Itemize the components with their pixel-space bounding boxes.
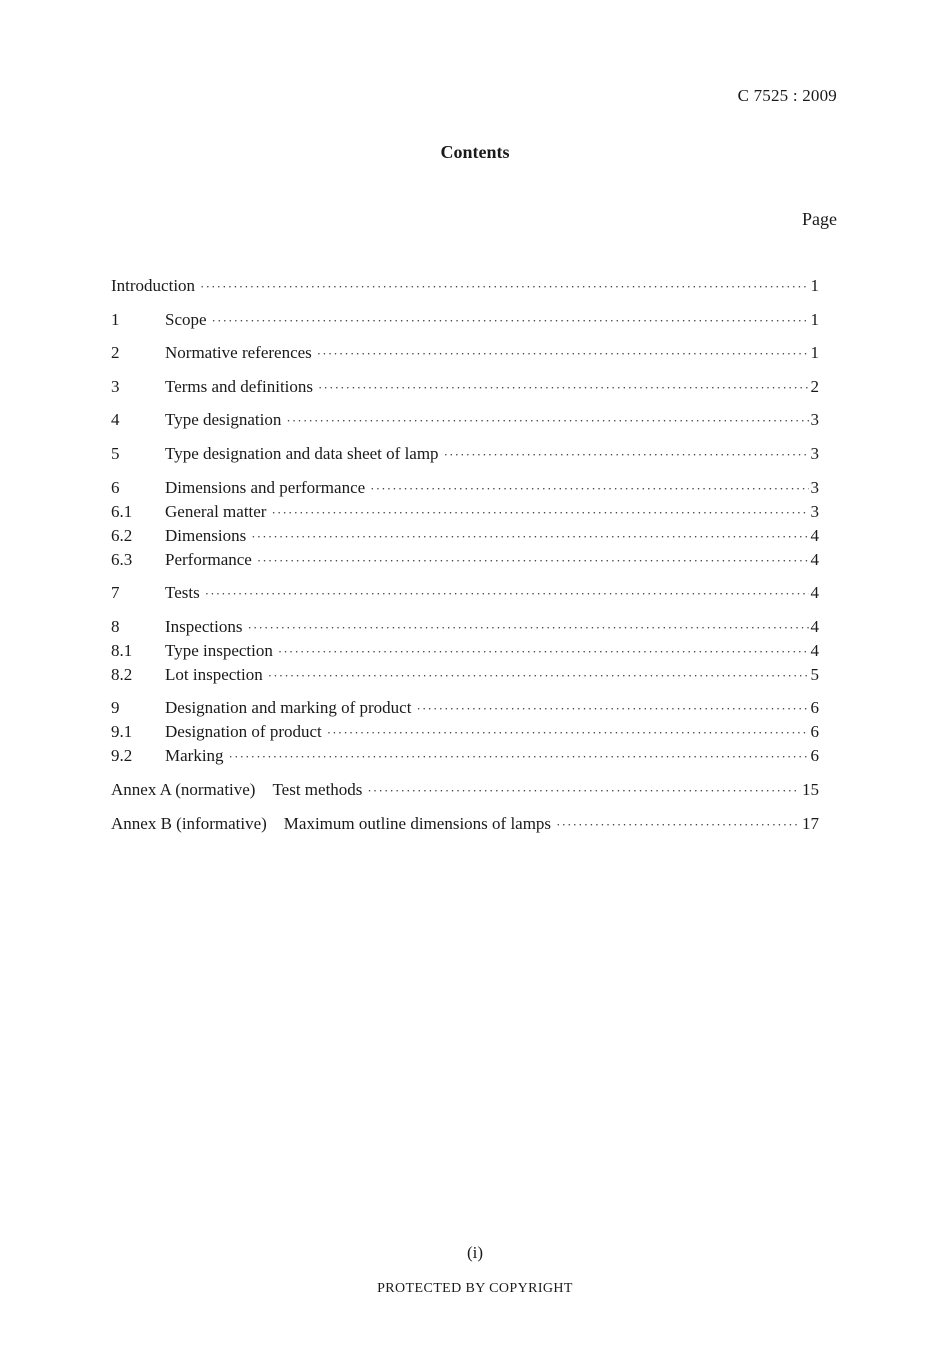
toc-entry-page: 5 [810, 664, 819, 684]
toc-entry-number: 9.1 [111, 722, 133, 742]
toc-entry-page: 4 [810, 549, 819, 569]
toc-entry-number: 6.1 [111, 501, 133, 521]
dot-leader [317, 342, 809, 366]
toc-entry-label: Inspections [165, 616, 243, 636]
dot-leader [205, 582, 809, 606]
toc-entry-designation-of-product[interactable] [111, 720, 819, 744]
dot-leader [212, 309, 809, 333]
dot-leader [257, 549, 809, 573]
dot-leader [327, 721, 809, 745]
toc-entry-data-sheet[interactable] [111, 442, 819, 466]
dot-leader [416, 697, 808, 721]
toc-entry-page: 4 [810, 525, 819, 545]
toc-entry-general-matter[interactable] [111, 500, 819, 524]
toc-entry-label: Scope [165, 309, 207, 329]
dot-leader [229, 745, 809, 769]
toc-entry-dimensions[interactable] [111, 524, 819, 548]
toc-entry-label: Type inspection [165, 640, 273, 660]
toc-entry-annex-a[interactable] [111, 778, 819, 802]
toc-entry-label: Normative references [165, 343, 312, 363]
toc-entry-label: Dimensions [165, 525, 247, 545]
dot-leader [271, 501, 808, 525]
toc-entry-page: 3 [810, 501, 819, 521]
toc-entry-number: 6.2 [111, 525, 133, 545]
toc-entry-number: 6 [111, 477, 120, 497]
toc-entry-annex-b[interactable] [111, 812, 819, 836]
toc-entry-performance[interactable] [111, 548, 819, 572]
page-folio: (i) [466, 1243, 484, 1262]
toc-entry-type-inspection[interactable] [111, 639, 819, 663]
toc-entry-page: 3 [810, 477, 819, 497]
dot-leader [200, 275, 808, 299]
dot-leader [286, 409, 808, 433]
toc-entry-number: 8.2 [111, 664, 133, 684]
page-column-label: Page [802, 209, 837, 229]
toc-entry-label: Type designation [165, 410, 282, 430]
toc-entry-normative-references[interactable] [111, 341, 819, 365]
toc-entry-page: 1 [810, 276, 819, 295]
toc-entry-number: 9.2 [111, 746, 133, 766]
copyright-notice: PROTECTED BY COPYRIGHT [377, 1281, 573, 1296]
table-of-contents [111, 274, 819, 836]
dot-leader [268, 664, 809, 688]
toc-entry-scope[interactable] [111, 308, 819, 332]
toc-entry-designation-and-marking[interactable] [111, 696, 819, 720]
toc-entry-page: 4 [810, 640, 819, 660]
toc-entry-number: 8.1 [111, 640, 133, 660]
toc-entry-number: 6.3 [111, 549, 133, 569]
toc-entry-label: Annex A (normative) Test methods [111, 779, 363, 799]
toc-entry-terms-and-definitions[interactable] [111, 375, 819, 399]
toc-entry-label: Designation and marking of product [165, 698, 412, 718]
dot-leader [318, 376, 808, 400]
toc-entry-page: 6 [810, 746, 819, 766]
toc-entry-number: 3 [111, 376, 120, 396]
toc-entry-page: 17 [802, 813, 819, 833]
toc-entry-label: Performance [165, 549, 252, 569]
toc-entry-page: 15 [802, 779, 819, 799]
toc-entry-label: Designation of product [165, 722, 322, 742]
standard-number: C 7525 : 2009 [737, 86, 837, 105]
toc-entry-lot-inspection[interactable] [111, 663, 819, 687]
toc-entry-marking[interactable] [111, 744, 819, 768]
toc-entry-number: 4 [111, 410, 120, 430]
toc-entry-number: 7 [111, 583, 120, 603]
toc-entry-label: Marking [165, 746, 224, 766]
dot-leader [370, 477, 808, 501]
toc-entry-page: 4 [810, 583, 819, 603]
toc-entry-number: 1 [111, 309, 120, 329]
dot-leader [444, 443, 809, 467]
toc-entry-page: 3 [810, 410, 819, 430]
dot-leader [556, 813, 800, 837]
toc-entry-number: 8 [111, 616, 120, 636]
toc-entry-number: 5 [111, 443, 120, 463]
dot-leader [247, 616, 808, 640]
toc-entry-page: 1 [810, 343, 819, 363]
dot-leader [367, 779, 800, 803]
dot-leader [278, 640, 809, 664]
toc-entry-label: Tests [165, 583, 200, 603]
toc-entry-tests[interactable] [111, 581, 819, 605]
page-title: Contents [440, 142, 510, 162]
toc-entry-type-designation[interactable] [111, 408, 819, 432]
toc-entry-label: Introduction [111, 276, 196, 295]
toc-entry-page: 1 [810, 309, 819, 329]
toc-entry-label: Type designation and data sheet of lamp [165, 443, 439, 463]
toc-entry-page: 3 [810, 443, 819, 463]
toc-entry-page: 6 [810, 698, 819, 718]
toc-entry-label: Dimensions and performance [165, 477, 366, 497]
toc-entry-page: 2 [810, 376, 819, 396]
toc-entry-page: 6 [810, 722, 819, 742]
dot-leader [251, 525, 808, 549]
toc-entry-label: Annex B (informative) Maximum outline dimensions of lamps [111, 813, 552, 833]
toc-entry-dimensions-and-performance[interactable] [111, 476, 819, 500]
toc-entry-number: 9 [111, 698, 120, 718]
toc-entry-label: General matter [165, 501, 267, 521]
toc-entry-page: 4 [810, 616, 819, 636]
toc-entry-number: 2 [111, 343, 120, 363]
toc-entry-label: Lot inspection [165, 664, 263, 684]
toc-entry-inspections[interactable] [111, 615, 819, 639]
toc-entry-label: Terms and definitions [165, 376, 314, 396]
toc-entry-introduction[interactable] [111, 274, 819, 298]
